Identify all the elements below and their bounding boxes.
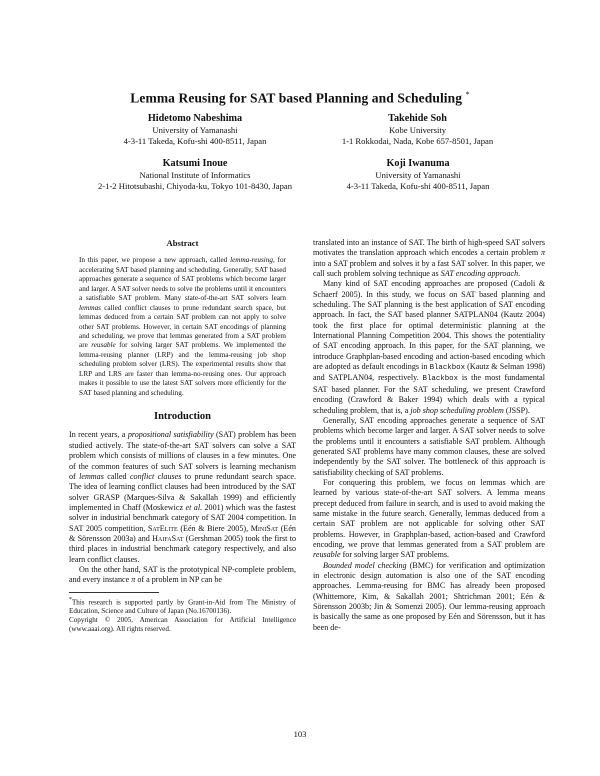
author-block-2 <box>310 112 525 147</box>
author-block-4 <box>318 157 518 192</box>
author-affiliation: University of Yamanashi <box>375 170 461 180</box>
author-affiliation: National Institute of Informatics <box>139 170 251 180</box>
intro-paragraph: On the other hand, SAT is the prototypical NP-complete problem, and every instance π of a problem in NP can be <box>69 564 296 585</box>
page-number: 103 <box>293 729 307 739</box>
footnote-copyright: Copyright © 2005, American Association for Artificial Intelligence (www.aaai.org). All rights reserved. <box>69 616 296 634</box>
author-block-3 <box>75 157 315 192</box>
author-affiliation: University of Yamanashi <box>152 125 238 135</box>
author-block-1 <box>105 112 285 147</box>
author-affiliation: Kobe University <box>388 125 447 135</box>
body-paragraph: translated into an instance of SAT. The birth of high-speed SAT solvers motivates the translation approach which encodes a certain problem π into a SAT problem and solves it by a fast SAT solver. In this paper, we call such problem solving technique as SAT encoding approach. <box>313 238 545 279</box>
body-paragraph: Many kind of SAT encoding approaches are proposed (Cadoli & Schaerf 2005). In this study, we focus on SAT based planning and scheduling. The SAT planning is the best application of SAT encoding approach. In fact, the SAT based planner SATPLAN04 (Kautz 2004) took the first place for optimal deterministic planning at the International Planning Competition 2004. This shows the potentiality of SAT encoding approach. In this paper, for the SAT planning, we introduce Graphplan-based encoding and action-based encoding which are adopted as default encodings in Blackbox (Kautz & Selman 1998) and SATPLAN04, respectively. Blackbox is the most fundamental SAT based planner. For the SAT scheduling, we present Crawford encoding (Crawford & Baker 1994) which deals with a typical scheduling problem, that is, a job shop scheduling problem (JSSP). <box>313 279 546 415</box>
right-column <box>313 238 545 633</box>
abstract-body <box>69 256 296 398</box>
author-address: 1-1 Rokkodai, Nada, Kobe 657-8501, Japan <box>341 136 494 146</box>
paper-title <box>0 90 600 107</box>
footnote-funding: *This research is supported partly by Grant-in-Aid from The Ministry of Education, Science and Culture of Japan (No.16700136). <box>69 596 296 616</box>
author-address: 4-3-11 Takeda, Kofu-shi 400-8511, Japan <box>346 181 490 191</box>
body-paragraph: Generally, SAT encoding approaches generate a sequence of SAT problems which become larger and larger. A SAT solver needs to solve the problems until it encounters a satisfiable SAT problem. Although generated SAT problems have many common clauses, these are solved independently by the SAT solver. The bottleneck of this approach is satisfiability checking of SAT problems. <box>313 415 545 477</box>
abstract-heading: Abstract <box>166 238 199 248</box>
title-footnote-mark: * <box>465 90 470 99</box>
author-name: Katsumi Inoue <box>162 158 228 169</box>
body-paragraph: Bounded model checking (BMC) for verification and optimization in electronic design automation is also one of the SAT encoding approaches. Lemma-reusing for BMC has already been proposed (Whittemore, Kim, & Sakallah 2001; Shtrichman 2001; Eén & Sörensson 2003b; Jin & Somenzi 2005). Our lemma-reusing approach is basically the same as one proposed by Eén and Sörensson, but it has been de- <box>313 560 546 632</box>
author-address: 4-3-11 Takeda, Kofu-shi 400-8511, Japan <box>123 136 267 146</box>
intro-paragraph: In recent years, a propositional satisfiability (SAT) problem has been studied actively. The state-of-the-art SAT solvers can solve a SAT problem which consists of millions of clauses in a few minutes. One of the common features of such SAT solvers is learning mechanism of lemmas called conflict clauses to prune redundant search space. The idea of learning conflict clauses had been introduced by the SAT solver GRASP (Marques-Silva & Sakallah 1999) and efficiently implemented in Chaff (Moskewicz et al. 2001) which was the fastest solver in industrial benchmark category of SAT 2004 competition. In SAT 2005 competition, SatElite (Eén & Biere 2005), MiniSat (Eén & Sörensson 2003a) and HaifaSat (Gershman 2005) took the first to third places in industrial benchmark category respectively, and also learn conflict clauses. <box>69 430 297 564</box>
author-name: Hidetomo Nabeshima <box>147 113 243 124</box>
abstract-text: In this paper, we propose a new approach, called lemma-reusing, for accelerating SAT based planning and scheduling. Generally, SAT based approaches generate a sequence of SAT problems which become larger and larger. A SAT solver needs to solve the problems until it encounters a satisfiable SAT problem. Many state-of-the-art SAT solvers learn lemmas called conflict clauses to prune redundant search space, but lemmas deduced from a certain SAT problem can not apply to solve other SAT problems. However, in certain SAT encodings of planning and scheduling, we prove that lemmas generated from a SAT problem are reusable for solving larger SAT problems. We implemented the lemma-reusing planner (LRP) and the lemma-reusing job shop scheduling problem solver (LRS). The experimental results show that LRP and LRS are faster than lemma-no-reusing ones. Our approach makes it possible to use the latest SAT solvers more efficiently for the SAT based planning and scheduling. <box>79 256 286 397</box>
footnote <box>69 596 296 635</box>
title-text: Lemma Reusing for SAT based Planning and Scheduling <box>130 90 463 106</box>
introduction-heading: Introduction <box>154 411 211 423</box>
author-name: Koji Iwanuma <box>386 158 450 169</box>
left-column <box>69 238 296 634</box>
author-address: 2-1-2 Hitotsubashi, Chiyoda-ku, Tokyo 101-8430, Japan <box>97 181 292 191</box>
footnote-divider <box>69 592 159 593</box>
body-paragraph: For conquering this problem, we focus on lemmas which are learned by various state-of-the-art SAT solvers. A lemma means precept deduced from failure in search, and is used to avoid making the same mistake in the future search. Generally, lemmas deduced from a certain SAT problem are not applicable for solving other SAT problems. However, in Graphplan-based, action-based and Crawford encoding, we prove that lemmas generated from a SAT problem are reusable for solving larger SAT problems. <box>313 477 545 560</box>
author-name: Takehide Soh <box>388 113 447 124</box>
